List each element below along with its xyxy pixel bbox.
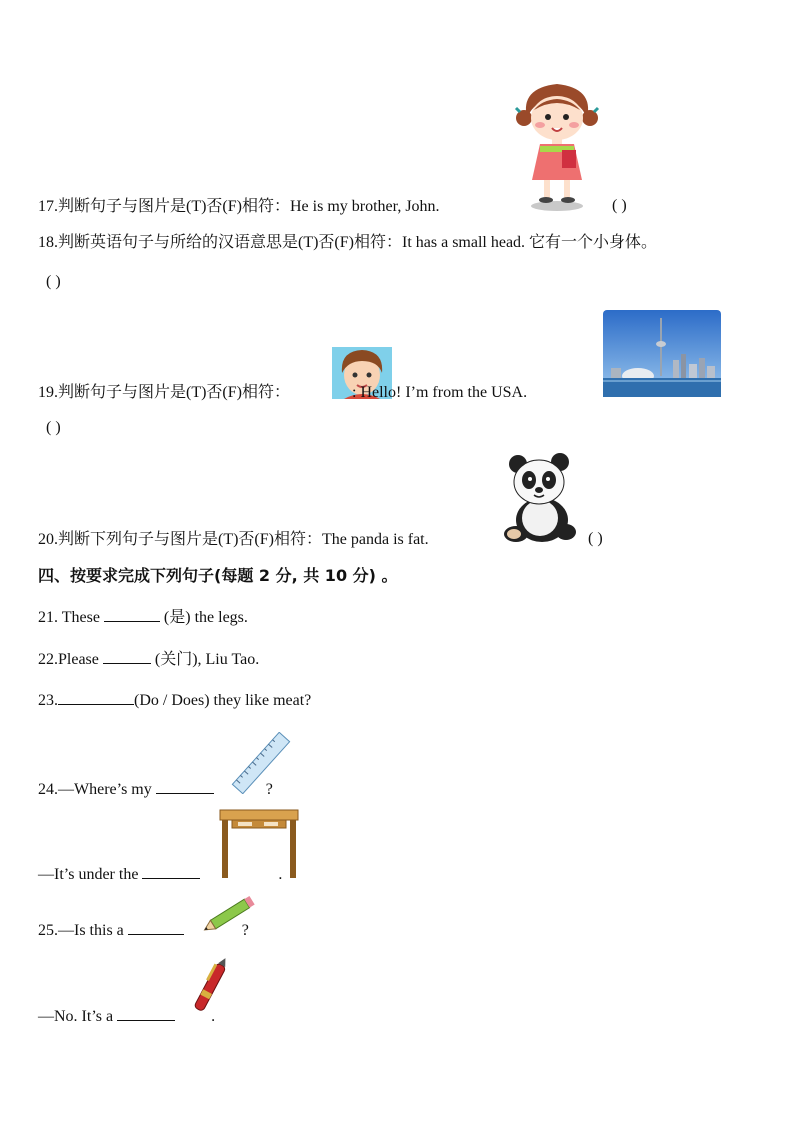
question-20-text: 20.判断下列句子与图片是(T)否(F)相符：The panda is fat. — [38, 531, 429, 548]
question-24-period: . — [278, 866, 283, 883]
blank-22[interactable] — [103, 649, 151, 664]
question-20 — [38, 530, 429, 550]
answer-paren-18[interactable]: ( ) — [46, 273, 61, 290]
panda-illustration — [500, 452, 580, 546]
question-23-end: (Do / Does) they like meat? — [134, 692, 312, 709]
question-24-answer-start: —It’s under the — [38, 866, 139, 883]
question-17 — [38, 197, 440, 217]
question-21-start: 21. These — [38, 609, 100, 626]
girl-illustration — [512, 78, 602, 212]
question-25-period: . — [211, 1008, 216, 1025]
question-25-answer-start: —No. It’s a — [38, 1008, 114, 1025]
question-22 — [38, 649, 259, 670]
question-18 — [38, 233, 657, 253]
question-25-qmark: ? — [241, 922, 249, 939]
question-25-start: 25.—Is this a — [38, 922, 124, 939]
blank-25b[interactable] — [117, 1006, 175, 1021]
blank-23[interactable] — [58, 690, 134, 705]
answer-paren-17[interactable]: ( ) — [612, 197, 627, 214]
blank-21[interactable] — [104, 607, 160, 622]
question-25-answer — [38, 1006, 215, 1027]
question-24-answer — [38, 864, 282, 885]
question-24 — [38, 779, 273, 800]
question-22-start: 22.Please — [38, 651, 99, 668]
blank-24b[interactable] — [142, 864, 200, 879]
question-25 — [38, 920, 249, 941]
question-24-start: 24.—Where’s my — [38, 781, 152, 798]
question-19-prefix: 19.判断句子与图片是(T)否(F)相符： — [38, 384, 290, 401]
question-19-suffix: : Hello! I’m from the USA. — [352, 384, 528, 401]
blank-25a[interactable] — [128, 920, 184, 935]
city-skyline-photo — [603, 310, 721, 397]
question-21-end: (是) the legs. — [163, 609, 248, 626]
answer-paren-19[interactable]: ( ) — [46, 419, 61, 436]
question-21 — [38, 607, 248, 628]
question-17-text: 17.判断句子与图片是(T)否(F)相符：He is my brother, John. — [38, 198, 440, 215]
question-19 — [38, 383, 527, 403]
question-22-end: (关门), Liu Tao. — [154, 651, 260, 668]
question-18-text: 18.判断英语句子与所给的汉语意思是(T)否(F)相符：It has a small head. 它有一个小身体。 — [38, 234, 658, 251]
answer-paren-20[interactable]: ( ) — [588, 530, 603, 547]
question-23 — [38, 690, 311, 711]
question-24-qmark: ? — [265, 781, 273, 798]
section-4-heading: 四、按要求完成下列句子(每题 2 分, 共 10 分) 。 — [38, 566, 398, 585]
blank-24a[interactable] — [156, 779, 214, 794]
question-23-start: 23. — [38, 692, 58, 709]
